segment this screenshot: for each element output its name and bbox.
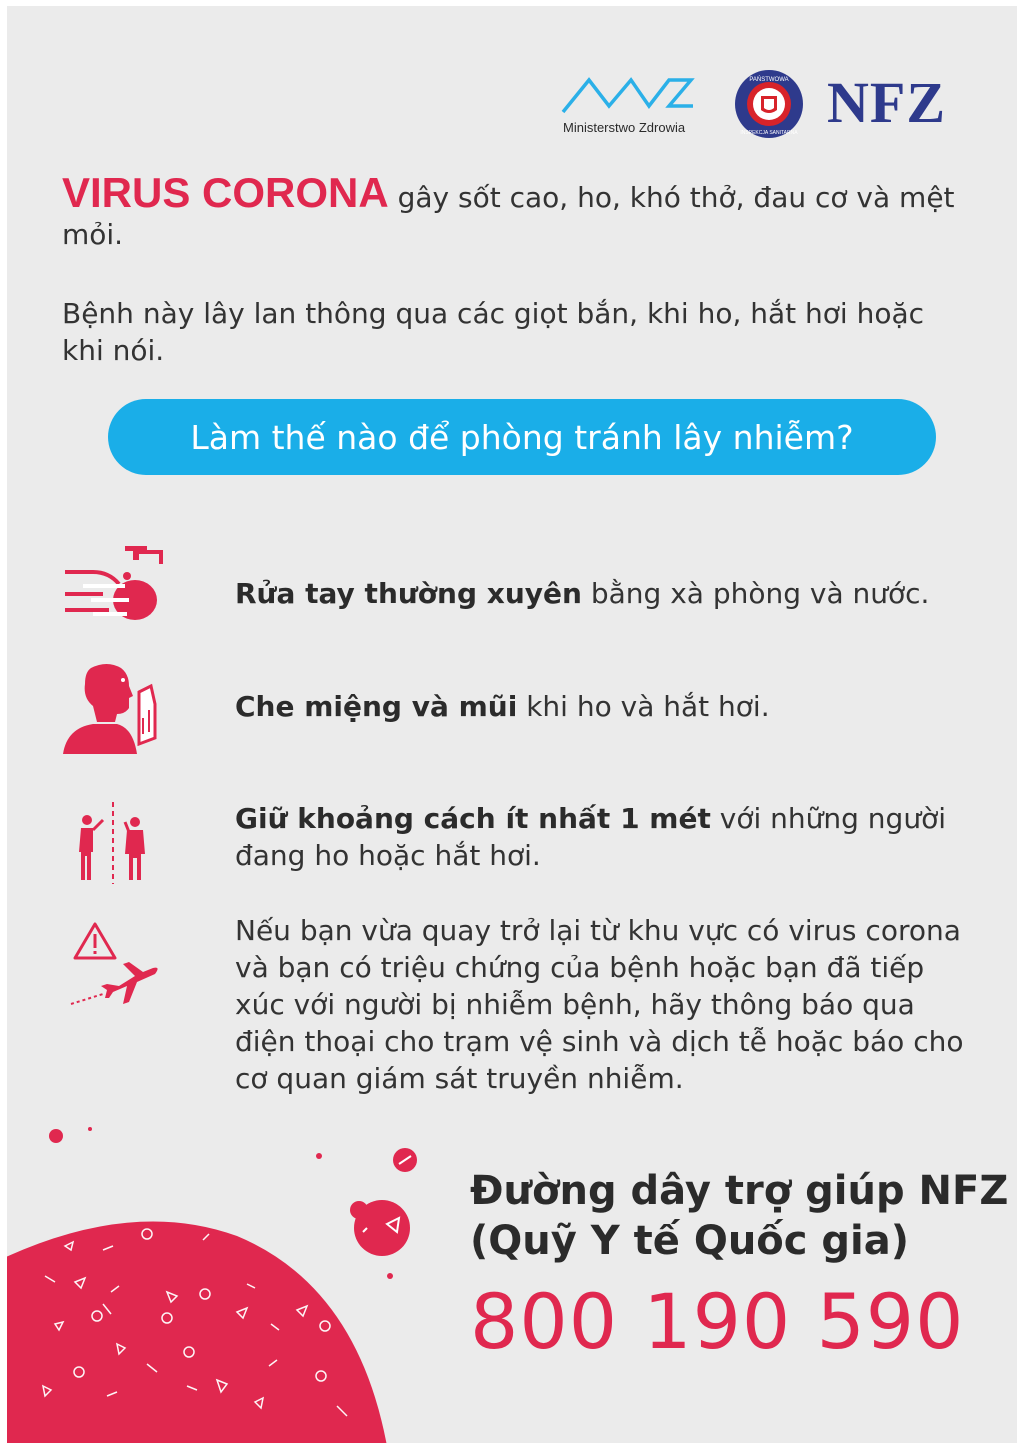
helpline-title: Đường dây trợ giúp NFZ: [470, 1168, 1009, 1214]
tip-distance-bold: Giữ khoảng cách ít nhất 1 mét: [235, 802, 711, 835]
tip-cover-mouth-rest: khi ho và hắt hơi.: [517, 690, 770, 723]
spread-paragraph: Bệnh này lây lan thông qua các giọt bắn, khi ho, hắt hơi hoặc khi nói.: [62, 297, 925, 367]
nfz-logo: NFZ: [827, 70, 946, 135]
helpline-phone-number[interactable]: 800 190 590: [470, 1277, 965, 1366]
intro-paragraph: [62, 169, 992, 253]
tip-hand-washing: [235, 575, 975, 612]
sanitary-inspection-logo: [733, 68, 805, 140]
sanitary-logo-top: PAŃSTWOWA: [749, 77, 789, 83]
virus-decoration: [7, 1116, 467, 1443]
headline-rest: gây sốt cao, ho, khó thở, đau cơ và mệt mỏi.: [62, 181, 955, 251]
sanitary-logo-bottom: INSPEKCJA SANITARNA: [740, 130, 798, 136]
cover-mouth-icon: [63, 658, 163, 754]
helpline-block: [470, 1166, 1008, 1266]
tip-hand-washing-rest: bằng xà phòng và nước.: [581, 577, 930, 610]
social-distance-icon: [73, 800, 149, 886]
headline: VIRUS CORONA: [62, 169, 389, 216]
tip-cover-mouth-bold: Che miệng và mũi: [235, 690, 518, 723]
hand-washing-icon: [63, 542, 167, 626]
helpline-subtitle: (Quỹ Y tế Quốc gia): [470, 1218, 910, 1264]
tip-travel-notice: Nếu bạn vừa quay trở lại từ khu vực có virus corona và bạn có triệu chứng của bệnh hoặc bạn đã tiếp xúc với người bị nhiễm bệnh, hãy thông báo qua điện thoại cho trạm vệ sinh và dịch tễ hoặc báo cho cơ quan giám sát truyền nhiễm.: [235, 914, 964, 1095]
tip-distance: [235, 800, 975, 874]
tip-hand-washing-bold: Rửa tay thường xuyên: [235, 577, 582, 610]
tip-distance-rest: với những người đang ho hoặc hắt hơi.: [235, 802, 946, 872]
ministry-logo-label: Ministerstwo Zdrowia: [563, 120, 686, 135]
ministry-logo: [559, 66, 709, 141]
prevention-banner: Làm thế nào để phòng tránh lây nhiễm?: [108, 399, 936, 475]
tip-cover-mouth: [235, 688, 975, 725]
poster: [7, 6, 1017, 1443]
travel-warning-icon: [67, 920, 163, 1006]
